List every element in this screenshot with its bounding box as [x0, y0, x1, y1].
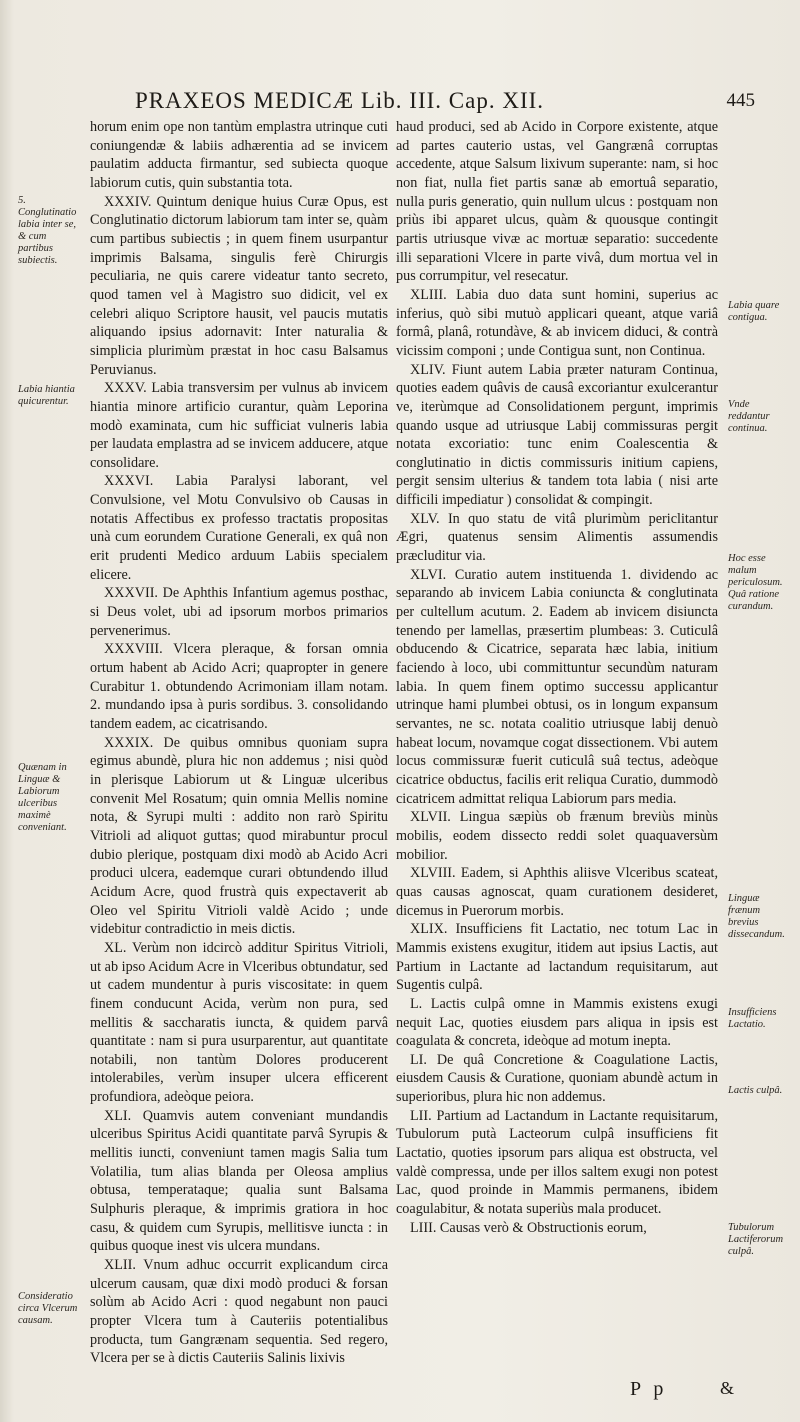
paragraph: XL. Verùm non idcircò additur Spiritus Vitrioli, ut ab ipso Acidum Acre in Vlceribus obtundatur, sed ut cadem mundentur à puris viscositate: in quem finem conducunt Acida, verùm non pura, sed mellitis & saccharatis iuncta, & quidem parvâ quantitate : nam si pura usurparentur, aut quantitate notabili, non tantùm Dolores producerent intolerabiles, verùm insuper ulcera efficerent profundiora, adeòque peiora. — [90, 939, 388, 1106]
paragraph: XXXVIII. Vlcera pleraque, & forsan omnia ortum habent ab Acido Acri; quapropter in genere Curabitur 1. obtundendo Acrimoniam illam notam. 2. mundando ipsa à puris sordibus. 3. consolidando tandem eadem, ac cicatrisando. — [90, 641, 388, 732]
margin-note-right: Labia quare contigua. — [728, 300, 780, 323]
paragraph: XXXV. Labia transversim per vulnus ab invicem hiantia minore artificio curantur, quàm Leporina modò examinata, cum hic sufficiat vulneris labia per laudata emplastra ad se invicem adducere, atque consolidare. — [90, 380, 388, 471]
margin-note-left: Consideratio circa Vlcerum causam. — [18, 1291, 78, 1326]
paragraph: LII. Partium ad Lactandum in Lactante requisitarum, Tubulorum putà Lacteorum culpâ insufficiens fit Lactatio, quoties ipsorum pars aliqua est obstructa, vel valdè compressa, unde per illos saltem exugi non potest Lac, quod proinde in Mammis permanens, ibidem coagulabitur, & notata superiùs mala producet. — [396, 1107, 718, 1218]
margin-note-left: Labia hiantia quicurentur. — [18, 384, 75, 407]
catchword: & — [720, 1378, 735, 1398]
margin-note-right: Lactis culpâ. — [728, 1085, 783, 1096]
paragraph: XLVI. Curatio autem instituenda 1. dividendo ac separando ab invicem Labia coniuncta & conglutinata per cultellum acutum. 2. Eadem ab invicem disiuncta tenendo per lamellas, præsertim plumbeas: 3. Cuticulâ obducendo & Cicatrice, separata hæc labia, initium faciendo à loco, ubi committuntur secundùm naturam labia. In quem finem optimo successu applicantur utrinque hami plumbei obtusi, os in longum expansum servantes, ne sc. notata coalitio utriusque labij denuò habeat locum, novamque cogat dissectionem. Vbi autem locus commissuræ fuerit cuticulâ suâ tectus, adeòque cicatrice obductus, facilis erit reliqua Curatio, dummodò cicatricem admittat reliqua Labiorum pars media. — [396, 566, 718, 807]
paragraph: XXXVII. De Aphthis Infantium agemus posthac, si Deus volet, ubi ad ipsorum morbos primarios pervenerimus. — [90, 585, 388, 639]
margin-note-right: Hoc esse malum periculosum. Quâ ratione curandum. — [728, 553, 783, 612]
paragraph: XLII. Vnum adhuc occurrit explicandum circa ulcerum causam, quæ dixi modò produci & forsan solùm ab Acido Acri : quod negabunt non pauci propter Vlcera tum à Cauteriis potentialibus producta, tum Gangrænam sequentia. Sed regero, Vlcera per se à dictis Cauteriis Salinis lixivis — [90, 1257, 388, 1367]
margin-note-right: Vnde reddantur continua. — [728, 399, 770, 434]
paragraph: XLI. Quamvis autem conveniant mundandis ulceribus Spiritus Acidi quantitate parvâ Syrupis & mellitis iuncti, conveniunt tamen magis Salia tum Volatilia, tum alias blanda per Oleosa amplius obtusa, temperataque; qualia sunt Balsama Sulphuris pleraque, & imprimis gratiora in hoc casu, & quidem cum Syrupis, mellitisve iuncta : in quibus quoque inest vis ulcera mundans. — [90, 1107, 388, 1255]
signature-mark: P p — [630, 1378, 668, 1400]
paragraph: haud produci, sed ab Acido in Corpore existente, atque ad partes cauterio ustas, vel Gangrænâ corruptas accedente, atque Salsum lixivum superante: nam, si hoc non fiat, nulla fiet partis sanæ ab emortuâ separatio, nulla puris generatio, quin nullum ulcus : postquam non priùs ibi apparet ulcus, quàm & quousque contingit partis utriusque vivæ ac mortuæ separatio: succedente illi separationi Vlcere in parte vivâ, dum mortua vel in pus corrumpitur, vel resecatur. — [396, 119, 718, 285]
running-header — [135, 88, 755, 118]
paragraph: XXXVI. Labia Paralysi laborant, vel Convulsione, vel Motu Convulsivo ob Causas in notatis Affectibus ex professo tractatis propositas unà cum eorundem Curatione Generali, ex quâ non erit prudenti Medico arduum Labiis specialem elicere. — [90, 473, 388, 583]
margin-note-right: Insufficiens Lactatio. — [728, 1007, 777, 1030]
margin-note-right: Linguæ frænum brevius dissecandum. — [728, 893, 785, 940]
page-number: 445 — [726, 90, 755, 111]
margin-note-left: Quænam in Linguæ & Labiorum ulceribus maximè conveniant. — [18, 762, 67, 833]
paragraph: XLVII. Lingua sæpiùs ob frænum breviùs minùs mobilis, eodem dissecto reddi solet quaquaversùm mobilior. — [396, 809, 718, 863]
paragraph: XLIV. Fiunt autem Labia præter naturam Continua, quoties eadem quâvis de causâ excoriantur exulcerantur ve, iterùmque ad Consolidationem pergunt, imprimis quando usque ad utriusque Labij commissuras pergit notata excoriatio: tunc enim Coalescentia & conglutinatio in dictis commissuris initium capiens, pergit sensim ulterius & tandem tota labia ( nisi arte difficili impediatur ) consolidat & compingit. — [396, 361, 718, 509]
paragraph: XXXIX. De quibus omnibus quoniam supra egimus abundè, plura hic non addemus ; nisi quòd in plerisque Labiorum ut & Linguæ ulceribus convenit Mel Rosatum; quin omnia Mellis nomine nota, & Syrupi multi : addito non rarò Spiritu Vitrioli ad aliquot guttas; quod mirabuntur procul dubio plerique, postquam dixi modò ab Acido Acri produci ulcera, eademque curari obtundendo illud Acidum Acre, quod frustrà quis expectaverit ab Oleo vel Spiritu Vitrioli valdè Acido ; unde videbitur contradictio in meis dictis. — [90, 734, 388, 938]
paragraph: XLVIII. Eadem, si Aphthis aliisve Vlceribus scateat, quas causas agnoscat, quam curationem desideret, dicemus in Puerorum morbis. — [396, 865, 718, 919]
paragraph: XXXIV. Quintum denique huius Curæ Opus, est Conglutinatio dictorum labiorum tam inter se, quàm cum partibus subiectis ; in quem finem usurpantur imprimis Balsama, singulis ferè Chirurgis peculiaria, ne quis carere videatur tanto secreto, quod tamen vel à Magistro suo didicit, vel ex celebri aliquo Scriptore hausit, vel paucis mutatis aliquando ipsius adornavit: Inter naturalia & simplicia plurimùm præstat in hoc casu Balsamus Peruvianus. — [90, 193, 388, 378]
paragraph: XLIX. Insufficiens fit Lactatio, nec totum Lac in Mammis existens exugitur, itidem aut ipsius Lactis, aut Partium in Lactante ad lactandum requisitarum, aut Sugentis culpâ. — [396, 921, 718, 994]
margin-note-right: Tubulorum Lactiferorum culpâ. — [728, 1222, 784, 1257]
right-text-column — [396, 118, 718, 1318]
running-title: PRAXEOS MEDICÆ Lib. III. Cap. XII. — [135, 88, 545, 113]
left-text-column — [90, 118, 388, 1398]
margin-note-left: 5. Conglutinatio labia inter se, & cum partibus subiectis. — [18, 195, 77, 266]
paragraph: LIII. Causas verò & Obstructionis eorum, — [410, 1219, 647, 1236]
paragraph: XLIII. Labia duo data sunt homini, superius ac inferius, quò sibi mutuò applicari queant, atque variâ formâ, planâ, rotundàve, & ab invicem diduci, & contrà vicissim componi ; unde Contigua sunt, non Continua. — [396, 286, 718, 359]
paragraph: horum enim ope non tantùm emplastra utrinque cuti coniungendæ & labiis adhærentia ad se invicem paulatim adducta firmantur, sed subiecta quoque labiorum cutis, quin substantia tota. — [90, 119, 388, 191]
paragraph: XLV. In quo statu de vitâ plurimùm periclitantur Ægri, quatenus sensim Alimentis assumendis præcluditur via. — [396, 510, 718, 565]
paragraph: LI. De quâ Concretione & Coagulatione Lactis, eiusdem Causis & Curatione, quoniam abundè actum in superioribus, plura hic non addemus. — [396, 1051, 718, 1106]
paragraph: L. Lactis culpâ omne in Mammis existens exugi nequit Lac, quoties eiusdem pars aliqua in ipsis est coagulata & concreta, ideòque ad motum inepta. — [396, 995, 718, 1050]
